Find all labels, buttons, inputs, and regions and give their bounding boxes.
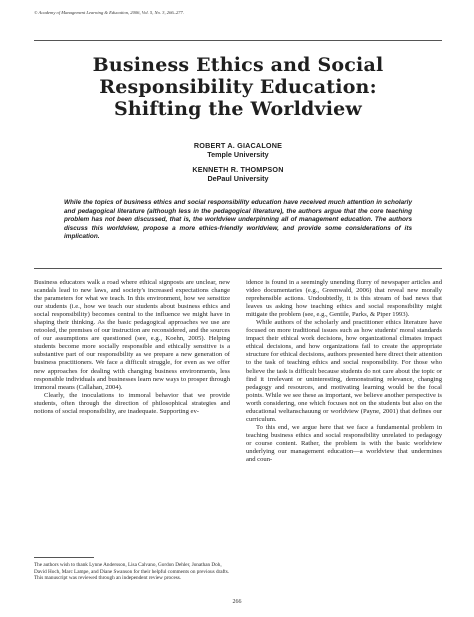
footnote: The authors wish to thank Lynne Andersson, Lisa Calvano, Gordon Dehler, Jonathan Doh, David Hoch, Marc Lampe, and Diane Swanson for their helpful comments on previous drafts. This manuscript was reviewed through an independent review process.	[34, 562, 230, 582]
abstract-divider	[34, 268, 442, 269]
body-paragraph: idence is found in a seemingly unending flurry of newspaper articles and video documentaries (e.g., Greenwald, 2006) that reveal new morally reprehensible actions. Undoubtedly, it is this stream of bad news that leaves us asking how teaching ethics and social responsibility might mitigate the problem (see, e.g., Gentile, Parks, & Piper 1993).	[246, 279, 442, 319]
title-line-1: Business Ethics and Social	[92, 54, 384, 76]
body-paragraph: To this end, we argue here that we face a fundamental problem in teaching business ethics and social responsibility unrelated to pedagogy or course content. Rather, the problem is with the basic worldview underlying our management education—a worldview that undermines and coun-	[246, 423, 442, 464]
author-name: KENNETH R. THOMPSON	[192, 165, 284, 174]
body-paragraph: Clearly, the inoculations to immoral behavior that we provide students, often through the direction of philosophical strategies and notions of social responsibility, are inadequate. Supporting ev-	[34, 391, 230, 415]
author-name: ROBERT A. GIACALONE	[193, 141, 283, 150]
body-paragraph: While authors of the scholarly and practitioner ethics literature have focused on more traditional issues such as how students' moral standards impact their ethical work decisions, how organizational climates impact ethical decisions, and how organizations fail to create the appropriate structure for ethical decisions, authors presented here direct their attention to the task of teaching ethics and social responsibility. For those who believe the task is difficult because students do not care about the topic or find it irrelevant or uninteresting, demonstrating relevance, changing pedagogy and resources, and motivating learning would be the focal points. While we see these as important, we believe another perspective is worth considering, one which focuses not on the students but also on the educational weltanschauung or worldview (Payne, 2001) that defines our curriculum.	[246, 319, 442, 423]
top-divider	[34, 40, 442, 41]
article-title	[34, 54, 442, 120]
body-column-left	[34, 279, 230, 416]
author-block-2	[34, 165, 442, 183]
page-number: 266	[232, 599, 242, 605]
author-block-1	[34, 141, 442, 159]
title-line-2: Responsibility Education:	[99, 76, 377, 98]
title-line-3: Shifting the Worldview	[113, 98, 362, 120]
author-affiliation: Temple University	[207, 150, 269, 159]
body-paragraph: Business educators walk a road where ethical signposts are unclear, new scandals lead to new laws, and society's increased expectations change the parameters for what we teach. In this environment, how we sensitize our students (i.e., how we teach our students about business ethics and social responsibility) becomes central to the influence we might have in shaping their thinking. As the basic pedagogical approaches we use are retooled, the premises of our instruction are reconsidered, and the sources of our assumptions are questioned (see, e.g., Koehn, 2005). Helping students become more socially responsible and ethically sensitive is a substantive part of our responsibility as we prepare a new generation of business practitioners. We face a difficult struggle, for even as we offer new approaches for dealing with changing business environments, less responsible individuals and businesses learn new ways to prosper through immoral means (Callahan, 2004).	[34, 279, 230, 391]
body-column-right	[246, 279, 442, 464]
abstract: While the topics of business ethics and social responsibility education have received much attention in scholarly and pedagogical literature (although less in the pedagogical literature), the authors argue that the core teaching problem has not been discussed, that is, the worldview underpinning all of management education. The authors discuss this worldview, propose a more ethics-friendly worldview, and provide some considerations of its implication.	[64, 199, 412, 241]
footnote-divider	[34, 557, 94, 558]
journal-citation: © Academy of Management Learning & Education, 2006, Vol. 5, No. 3, 266–277.	[34, 10, 185, 15]
author-affiliation: DePaul University	[207, 174, 269, 183]
